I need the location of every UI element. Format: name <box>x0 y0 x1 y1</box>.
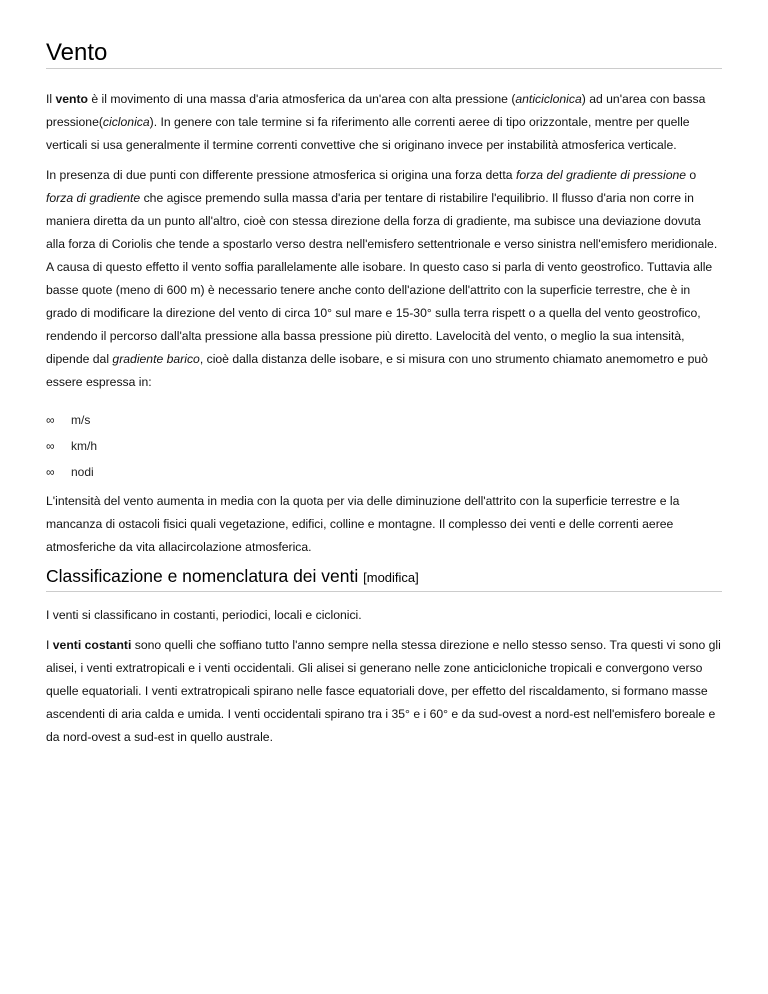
intensity-paragraph: L'intensità del vento aumenta in media con la quota per via delle diminuzione dell'attrito con la superficie terrestre e la mancanza di ostacoli fisici quali vegetazione, edifici, colline e montagne. Il complesso dei venti e delle correnti aeree atmosferiche da vita allacircolazione atmosferica. <box>46 494 680 554</box>
unit-label: km/h <box>71 439 98 453</box>
list-item <box>46 407 722 433</box>
section-title: Classificazione e nomenclatura dei venti <box>46 566 359 586</box>
term-gradiente-barico: gradiente barico <box>112 352 200 366</box>
list-item <box>46 459 722 485</box>
list-item <box>46 433 722 459</box>
intro-text-4: ). In genere con tale termine si fa riferimento alle correnti aeree di tipo orizzontale, mentre per quelle verticali si usa generalmente il termine correnti convettive che si originano invece per instabilità atmosferica verticale. <box>46 115 690 152</box>
gradient-paragraph <box>46 164 722 394</box>
units-list <box>46 407 722 485</box>
intro-text-1: Il <box>46 92 56 106</box>
intro-paragraph <box>46 88 722 157</box>
unit-label: nodi <box>71 465 94 479</box>
intro-text-3: ) ad un'area con bassa pressione( <box>46 92 706 129</box>
constant-winds-paragraph <box>46 634 722 749</box>
gradient-text-3: che agisce premendo sulla massa d'aria per tentare di ristabilire l'equilibrio. Il flusso d'aria non corre in maniera diretta da un punto all'altro, cioè con stessa direzione della forza di gradiente, ma subisce una deviazione dovuta alla forza di Coriolis che tende a spostarlo verso destra nell'emisfero settentrionale e verso sinistra nell'emisfero meridionale. A causa di questo effetto il vento soffia parallelamente alle isobare. In questo caso si parla di vento geostrofico. Tuttavia alle basse quote (meno di 600 m) è necessario tenere anche conto dell'azione dell'attrito con la superficie terrestre, che è in grado di modificare la direzione del vento di circa 10° sul mare e 15-30° sulla terra rispett o a quella del vento geostrofico, rendendo il percorso dall'alta pressione alla bassa pressione più diretto. Lavelocità del vento, o meglio la sua intensità, dipende dal <box>46 191 718 366</box>
intro-text-2: è il movimento di una massa d'aria atmosferica da un'area con alta pressione ( <box>88 92 516 106</box>
gradient-text-1: In presenza di due punti con differente pressione atmosferica si origina una forza detta <box>46 168 516 182</box>
unit-label: m/s <box>71 413 91 427</box>
intro-term-ciclonica: ciclonica <box>102 115 150 129</box>
classification-paragraph: I venti si classificano in costanti, periodici, locali e ciclonici. <box>46 608 362 622</box>
page-title: Vento <box>46 38 722 69</box>
gradient-text-4: , cioè dalla distanza delle isobare, e si misura con uno strumento chiamato anemometro e può essere espressa in: <box>46 352 708 389</box>
term-forza-gradiente-pressione: forza del gradiente di pressione <box>515 168 687 182</box>
intro-term-anticiclonica: anticiclonica <box>515 92 582 106</box>
gradient-text-2: o <box>686 168 697 182</box>
term-forza-di-gradiente: forza di gradiente <box>46 191 141 205</box>
edit-section-link[interactable]: [modifica] <box>363 570 419 585</box>
intro-term-vento: vento <box>55 92 88 106</box>
constant-text-2: sono quelli che soffiano tutto l'anno sempre nella stessa direzione e nello stesso senso. Tra questi vi sono gli alisei, i venti extratropicali e i venti occidentali. Gli alisei si generano nelle zone anticicloniche tropicali e convergono verso quelle equatoriali. I venti extratropicali spirano nelle fasce equatoriali dove, per effetto del riscaldamento, si formano masse ascendenti di aria calda e umida. I venti occidentali spirano tra i 35° e i 60° e da sud-ovest a nord-est nell'emisfero boreale e da nord-ovest a sud-est in quello australe. <box>46 638 721 744</box>
term-venti-costanti: venti costanti <box>52 638 132 652</box>
article <box>46 38 722 749</box>
bullet-icon: ∞ <box>46 439 55 453</box>
constant-text-1: I <box>46 638 53 652</box>
bullet-icon: ∞ <box>46 413 55 427</box>
section-heading <box>46 564 722 592</box>
bullet-icon: ∞ <box>46 465 55 479</box>
